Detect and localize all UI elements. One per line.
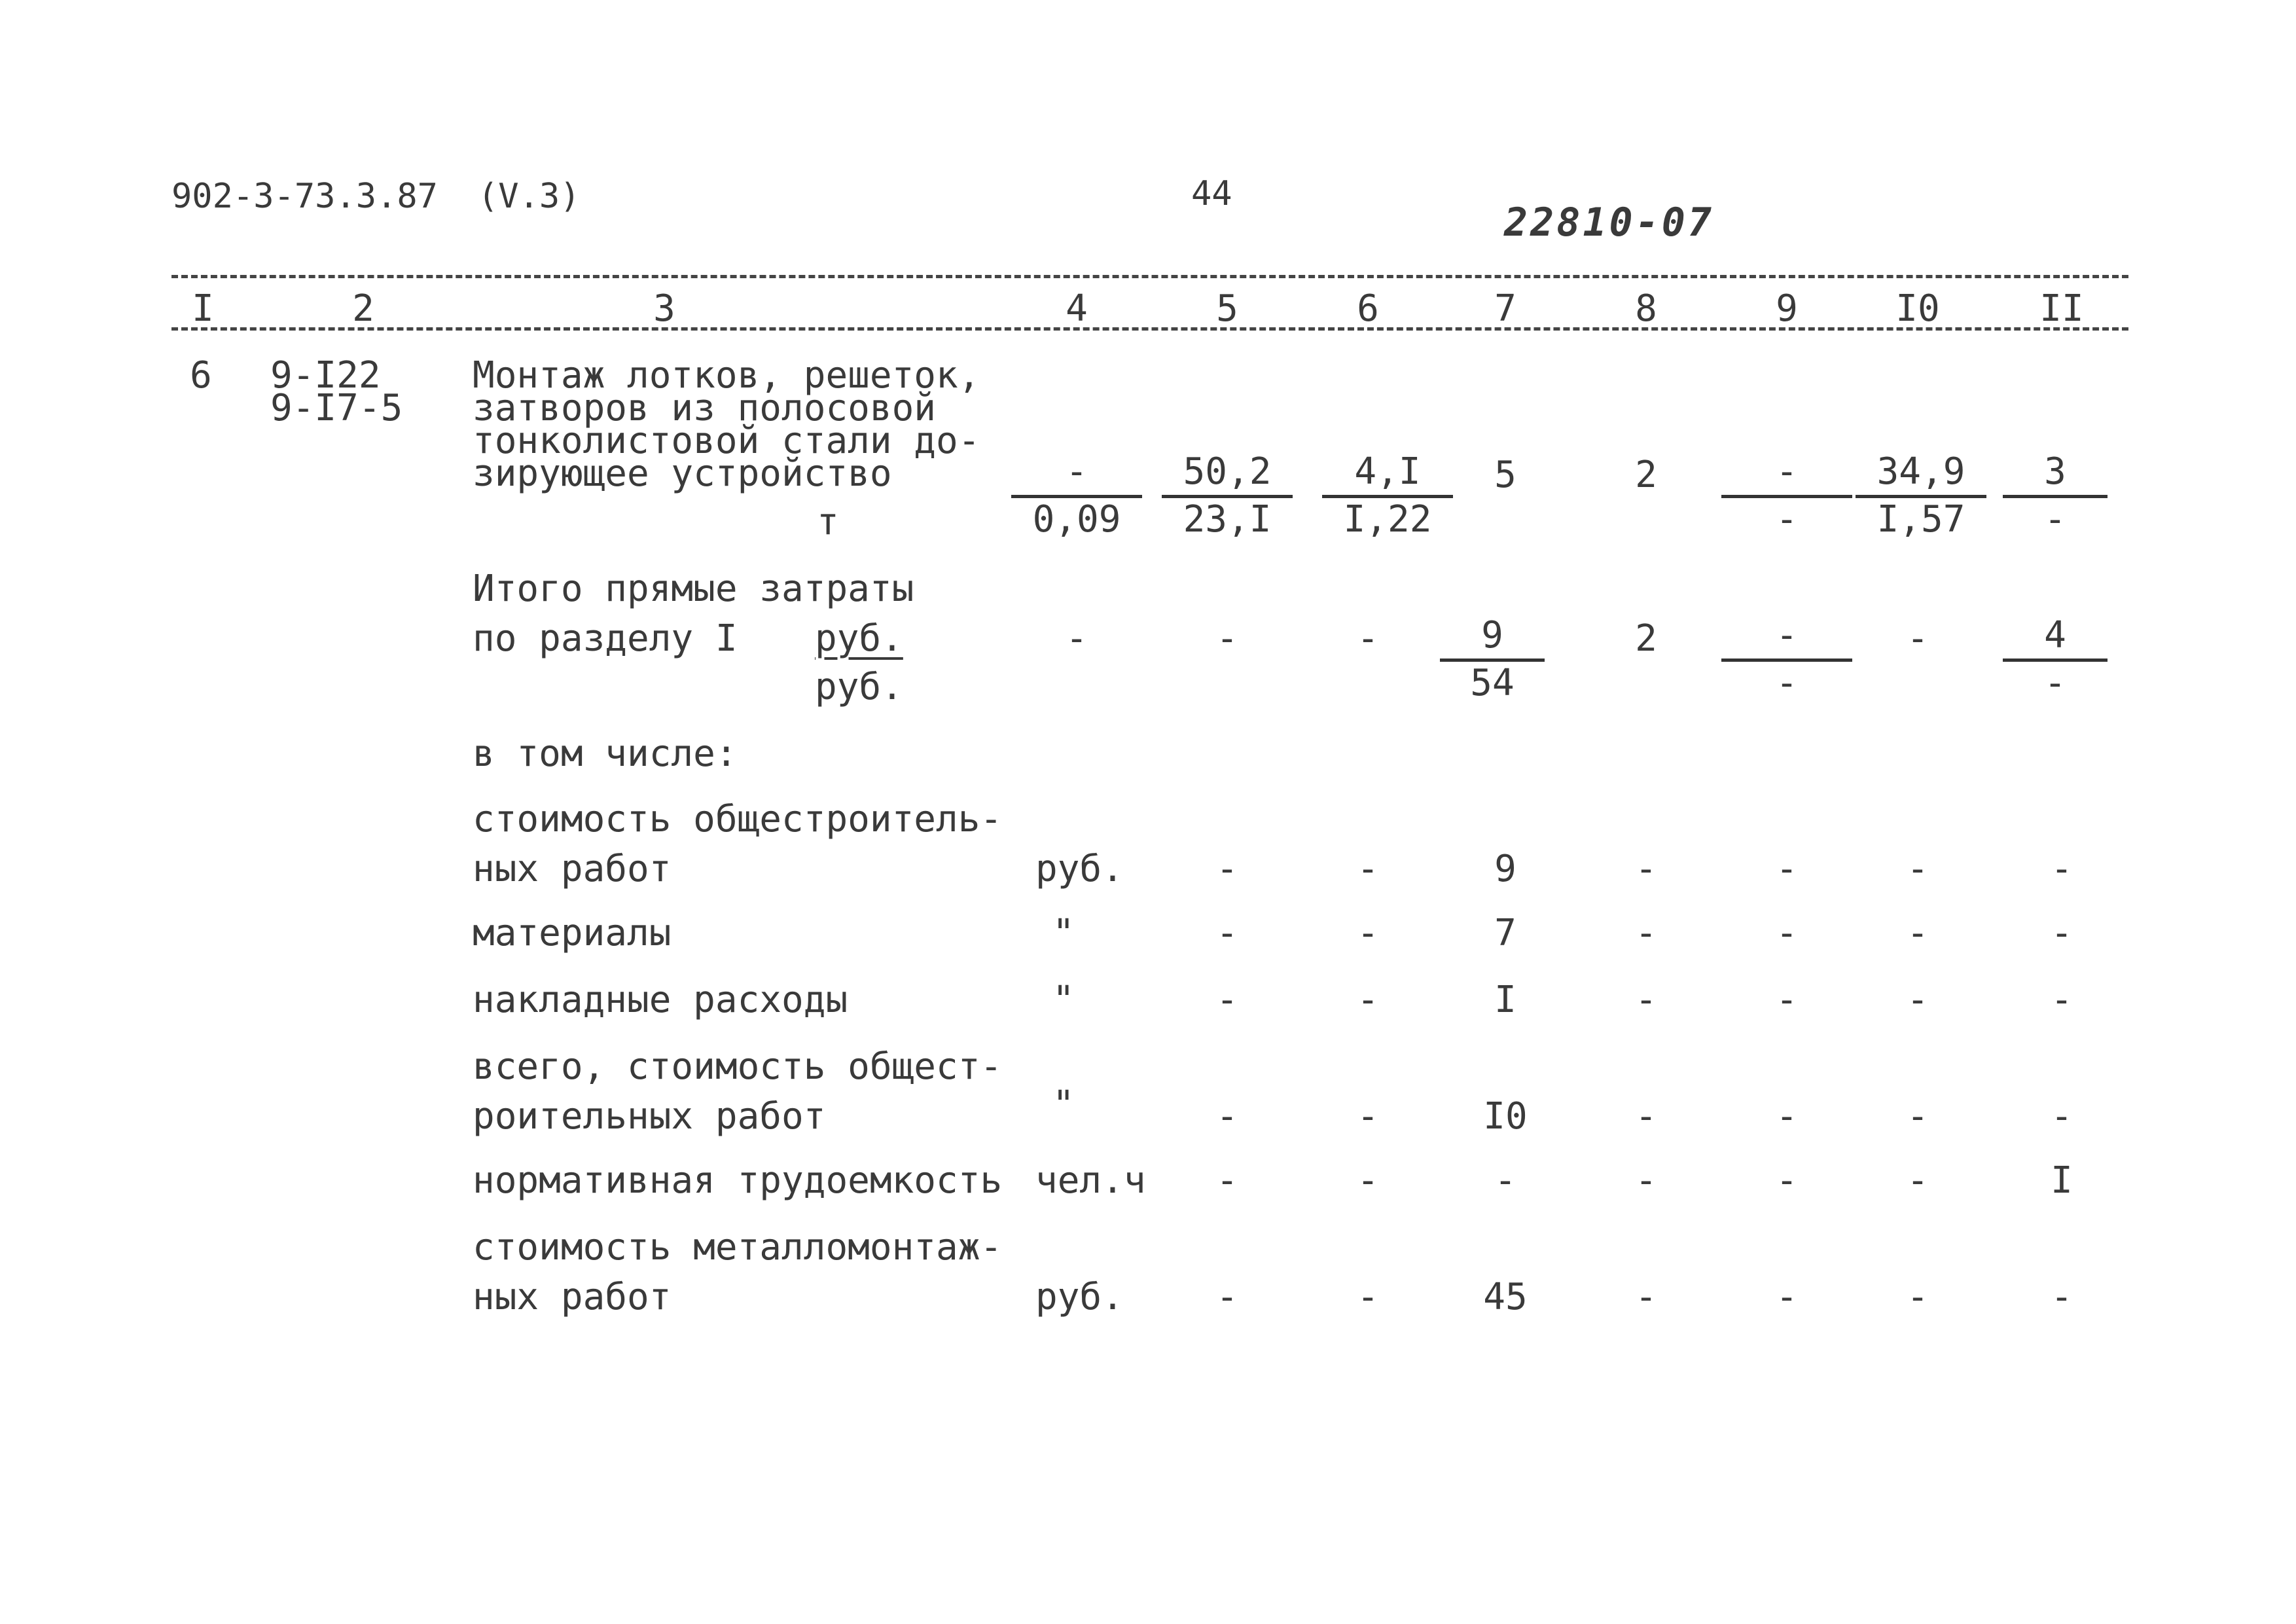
- breakdown-unit: ": [1052, 1083, 1075, 1126]
- col-header-1: I: [192, 287, 214, 330]
- document-code: 902-3-73.3.87: [171, 177, 438, 216]
- work-description-line: затворов из полосовой: [473, 387, 937, 429]
- breakdown-label: ных работ: [473, 1276, 672, 1318]
- cell-col-9: -: [1776, 1095, 1798, 1138]
- fraction-numerator: 3: [2003, 452, 2108, 498]
- breakdown-label: стоимость общестроитель-: [473, 798, 1003, 840]
- cell-col-10: -: [1907, 979, 1929, 1021]
- fraction-numerator: -: [1721, 452, 1852, 498]
- total-unit-denominator: руб.: [815, 666, 903, 708]
- breakdown-unit: ": [1052, 979, 1075, 1021]
- cell-col-11: -: [2051, 1095, 2073, 1138]
- volume-label: (V.3): [478, 177, 581, 216]
- cell-col-5: -: [1216, 979, 1238, 1021]
- fraction-numerator: 50,2: [1162, 452, 1293, 498]
- cell-col-5: -: [1216, 1095, 1238, 1138]
- cell-col-6: -: [1357, 1159, 1379, 1202]
- col-header-6: 6: [1357, 287, 1379, 330]
- fraction-col-6: [1322, 452, 1453, 541]
- unit-label: т: [817, 501, 839, 543]
- fraction-denominator: -: [1776, 662, 1798, 704]
- total-label-line-2: по разделу I: [473, 617, 738, 660]
- row-number: 6: [190, 354, 212, 397]
- cell-col-8: -: [1635, 1159, 1657, 1202]
- cell-col-7: 5: [1494, 454, 1516, 496]
- cell-col-7: 9: [1494, 848, 1516, 890]
- cell-col-5: -: [1216, 848, 1238, 890]
- col-header-9: 9: [1776, 287, 1798, 330]
- fraction-denominator: 0,09: [1032, 498, 1121, 541]
- work-description-line: тонколистовой стали до-: [473, 420, 980, 462]
- breakdown-unit: чел.ч: [1035, 1159, 1146, 1202]
- total-unit-numerator: руб.: [815, 617, 903, 660]
- breakdown-label: накладные расходы: [473, 979, 848, 1021]
- cell-col-7: 7: [1494, 912, 1516, 954]
- cell-col-6: -: [1357, 912, 1379, 954]
- cell-col-8: -: [1635, 979, 1657, 1021]
- cell-col-8: -: [1635, 1276, 1657, 1318]
- cell-col-5: -: [1216, 1276, 1238, 1318]
- fraction-denominator: I,22: [1343, 498, 1432, 541]
- cell-col-11: -: [2051, 1276, 2073, 1318]
- cell-col-8: -: [1635, 848, 1657, 890]
- col-header-8: 8: [1635, 287, 1657, 330]
- breakdown-label: материалы: [473, 912, 672, 954]
- fraction-numerator: 9: [1440, 615, 1545, 662]
- cell-col-9: -: [1776, 1276, 1798, 1318]
- fraction-denominator: -: [1776, 498, 1798, 541]
- fraction-numerator: 34,9: [1856, 452, 1986, 498]
- breakdown-label: роительных работ: [473, 1095, 826, 1138]
- col-header-4: 4: [1066, 287, 1088, 330]
- header-rule-bottom: [171, 327, 2128, 331]
- total-label-line-1: Итого прямые затраты: [473, 568, 914, 610]
- cell-col-10: -: [1907, 1276, 1929, 1318]
- cell-col-5: -: [1216, 617, 1238, 660]
- cell-col-11: -: [2051, 848, 2073, 890]
- col-header-7: 7: [1494, 287, 1516, 330]
- cell-col-8: -: [1635, 1095, 1657, 1138]
- cell-col-10: -: [1907, 912, 1929, 954]
- fraction-denominator: I,57: [1876, 498, 1965, 541]
- cell-col-9: -: [1776, 912, 1798, 954]
- cell-col-11: -: [2051, 912, 2073, 954]
- cell-col-7: I0: [1483, 1095, 1528, 1138]
- cell-col-9: -: [1776, 848, 1798, 890]
- fraction-numerator: 4: [2003, 615, 2108, 662]
- breakdown-label: ных работ: [473, 848, 672, 890]
- fraction-denominator: -: [2044, 662, 2066, 704]
- col-header-5: 5: [1216, 287, 1238, 330]
- cell-col-6: -: [1357, 1095, 1379, 1138]
- col-header-10: I0: [1895, 287, 1940, 330]
- cell-col-10: -: [1907, 1159, 1929, 1202]
- cell-col-9: -: [1776, 979, 1798, 1021]
- fraction-denominator: 23,I: [1183, 498, 1272, 541]
- cell-col-4: -: [1066, 617, 1088, 660]
- breakdown-unit: ": [1052, 912, 1075, 954]
- fraction-col-11: [2003, 615, 2108, 705]
- fraction-col-9: [1721, 452, 1852, 541]
- including-label: в том числе:: [473, 732, 738, 775]
- cell-col-6: -: [1357, 848, 1379, 890]
- cell-col-8: -: [1635, 912, 1657, 954]
- fraction-numerator: -: [1011, 452, 1142, 498]
- breakdown-label: нормативная трудоемкость: [473, 1159, 1003, 1202]
- inventory-stamp: 22810-07: [1504, 200, 1714, 245]
- breakdown-label: стоимость металломонтаж-: [473, 1226, 1003, 1269]
- header-rule-top: [171, 275, 2128, 278]
- norm-code-1: 9-I22: [270, 354, 381, 397]
- cell-col-11: I: [2051, 1159, 2073, 1202]
- cell-col-8: 2: [1635, 454, 1657, 496]
- col-header-2: 2: [352, 287, 374, 330]
- fraction-denominator: 54: [1470, 662, 1515, 704]
- cell-col-5: -: [1216, 912, 1238, 954]
- cell-col-6: -: [1357, 617, 1379, 660]
- cell-col-6: -: [1357, 1276, 1379, 1318]
- page-number: 44: [1191, 174, 1232, 213]
- fraction-col-5: [1162, 452, 1293, 541]
- cell-col-7: -: [1494, 1159, 1516, 1202]
- breakdown-unit: руб.: [1035, 848, 1124, 890]
- fraction-numerator: -: [1721, 615, 1852, 662]
- col-header-3: 3: [653, 287, 675, 330]
- cell-col-9: -: [1776, 1159, 1798, 1202]
- fraction-col-7: [1440, 615, 1545, 705]
- cell-col-7: I: [1494, 979, 1516, 1021]
- cell-col-6: -: [1357, 979, 1379, 1021]
- col-header-11: II: [2039, 287, 2084, 330]
- cell-col-10: -: [1907, 1095, 1929, 1138]
- fraction-col-9: [1721, 615, 1852, 705]
- fraction-col-4: [1011, 452, 1142, 541]
- work-description-line: Монтаж лотков, решеток,: [473, 354, 980, 397]
- breakdown-label: всего, стоимость общест-: [473, 1045, 1003, 1088]
- work-description-line: зирующее устройство: [473, 452, 892, 495]
- cell-col-10: -: [1907, 848, 1929, 890]
- breakdown-unit: руб.: [1035, 1276, 1124, 1318]
- norm-code-2: 9-I7-5: [270, 387, 403, 429]
- fraction-denominator: -: [2044, 498, 2066, 541]
- fraction-col-10: [1856, 452, 1986, 541]
- cell-col-11: -: [2051, 979, 2073, 1021]
- fraction-col-11: [2003, 452, 2108, 541]
- cell-col-5: -: [1216, 1159, 1238, 1202]
- cell-col-7: 45: [1483, 1276, 1528, 1318]
- cell-col-8: 2: [1635, 617, 1657, 660]
- fraction-numerator: 4,I: [1322, 452, 1453, 498]
- cell-col-10: -: [1907, 617, 1929, 660]
